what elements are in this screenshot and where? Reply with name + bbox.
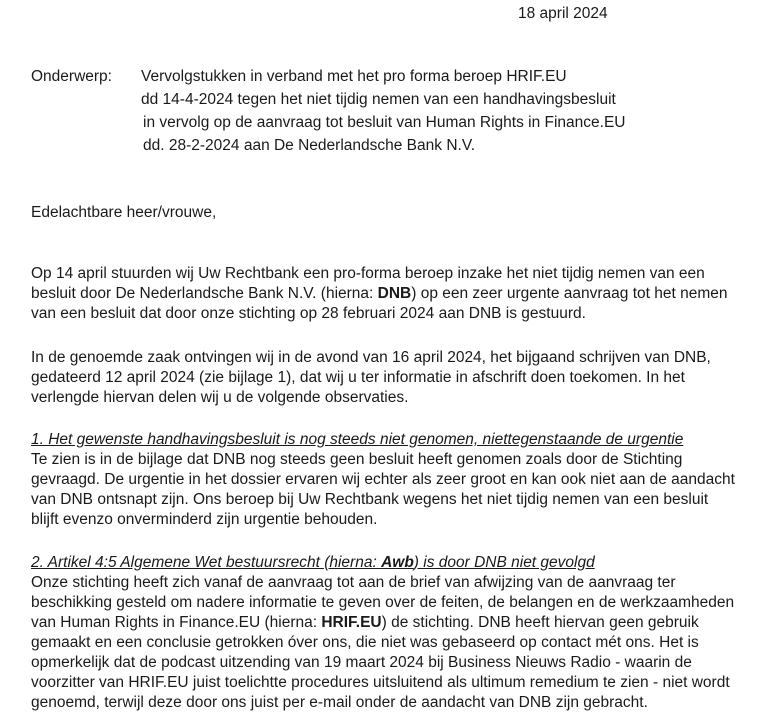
- paragraph-observations: [31, 348, 756, 408]
- paragraph-line: [31, 284, 756, 304]
- awb-abbreviation: Awb: [381, 554, 414, 571]
- letter-date: 18 april 2024: [518, 5, 608, 22]
- subject-line: dd. 28-2-2024 aan De Nederlandsche Bank N.V.: [143, 137, 476, 154]
- text-run: van Human Rights in Finance.EU (hierna:: [31, 614, 322, 631]
- text-run: ) de stichting. DNB heeft hiervan geen gebruik: [381, 614, 699, 631]
- paragraph-line: Op 14 april stuurden wij Uw Rechtbank een pro-forma beroep inzake het niet tijdig nemen van een: [31, 265, 705, 282]
- hrif-abbreviation: HRIF.EU: [321, 614, 382, 631]
- paragraph-line: voorzitter van HRIF.EU juist toelichtte procedures uitsluitend als ultimum remedium te zien - niet wordt: [31, 674, 730, 691]
- paragraph-line: van DNB ontsnapt zijn. Ons beroep bij Uw Rechtbank wegens het niet tijdig nemen van een besluit: [31, 491, 709, 508]
- section-heading: [31, 553, 756, 573]
- section-2: [31, 553, 756, 713]
- subject-line: Vervolgstukken in verband met het pro forma beroep HRIF.EU: [141, 68, 567, 85]
- text-run: ) is door DNB niet gevolgd: [413, 554, 595, 571]
- subject-label: Onderwerp:: [31, 68, 112, 85]
- text-run: 2. Artikel 4:5 Algemene Wet bestuursrecht (hierna:: [31, 554, 382, 571]
- paragraph-line: gedateerd 12 april 2024 (zie bijlage 1), dat wij u ter informatie in afschrift doen toekomen. In het: [31, 369, 685, 386]
- salutation: Edelachtbare heer/vrouwe,: [31, 204, 217, 221]
- subject-line: in vervolg op de aanvraag tot besluit van Human Rights in Finance.EU: [143, 114, 626, 131]
- paragraph-line: gemaakt en een conclusie getrokken óver ons, die niet was gebaseerd op contact mét ons. Het is: [31, 634, 699, 651]
- paragraph-line: In de genoemde zaak ontvingen wij in de avond van 16 april 2024, het bijgaand schrijven van DNB,: [31, 349, 711, 366]
- paragraph-intro: [31, 264, 756, 324]
- paragraph-line: beschikking gesteld om nadere informatie te geven over de feiten, de belangen en de werkzaamheden: [31, 594, 735, 611]
- paragraph-line: Te zien is in de bijlage dat DNB nog steeds geen besluit heeft genomen zoals door de Stichting: [31, 451, 683, 468]
- text-run: ) op een zeer urgente aanvraag tot het nemen: [411, 285, 728, 302]
- paragraph-line: gevraagd. De urgentie in het dossier ervaren wij echter als zeer groot en kan ook niet aan de aandacht: [31, 471, 735, 488]
- section-heading: 1. Het gewenste handhavingsbesluit is nog steeds niet genomen, niettegenstaande de urgentie: [31, 431, 684, 448]
- paragraph-line: genoemd, terwijl deze door ons juist per e-mail onder de aandacht van DNB zijn gebracht.: [31, 694, 648, 711]
- paragraph-line: blijft evenzo onverminderd zijn urgentie behouden.: [31, 511, 378, 528]
- paragraph-line: van een besluit dat door onze stichting op 28 februari 2024 aan DNB is gestuurd.: [31, 305, 586, 322]
- dnb-abbreviation: DNB: [377, 285, 412, 302]
- subject-line: dd 14-4-2024 tegen het niet tijdig nemen van een handhavingsbesluit: [141, 91, 616, 108]
- paragraph-line: opmerkelijk dat de podcast uitzending van 19 maart 2024 bij Business Nieuws Radio - waarin de: [31, 654, 692, 671]
- paragraph-line: verlengde hiervan delen wij u de volgende observaties.: [31, 389, 409, 406]
- section-1: [31, 430, 756, 530]
- paragraph-line: [31, 613, 756, 633]
- paragraph-line: Onze stichting heeft zich vanaf de aanvraag tot aan de brief van afwijzing van de aanvraag ter: [31, 574, 676, 591]
- text-run: besluit door De Nederlandsche Bank N.V. (hierna:: [31, 285, 378, 302]
